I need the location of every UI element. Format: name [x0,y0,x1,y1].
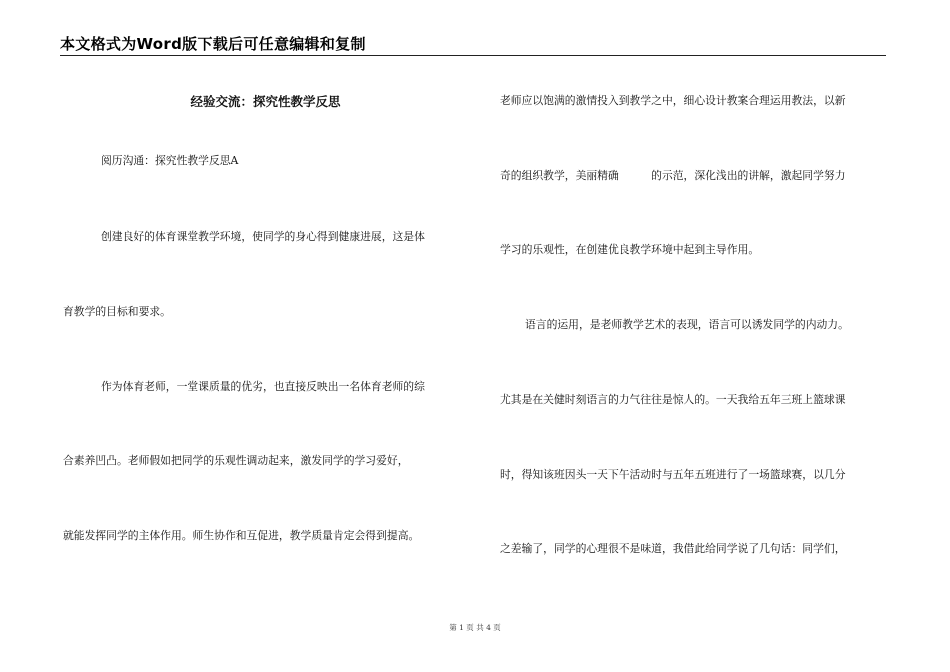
paragraph-line: 合素养凹凸。老师假如把同学的乐观性调动起来，激发同学的学习爱好， [63,454,409,467]
paragraph-line: 作为体育老师，一堂课质量的优劣，也直接反映出一名体育老师的综 [101,380,425,393]
paragraph-line: 学习的乐观性，在创建优良教学环境中起到主导作用。 [500,243,760,256]
paragraph-line: 创建良好的体育课堂教学环境，使同学的身心得到健康进展，这是体 [101,230,425,243]
left-column [63,70,468,610]
paragraph-line: 奇的组织教学，美丽精确 的示范，深化浅出的讲解，激起同学努力 [500,169,846,182]
subtitle-line: 阅历沟通：探究性教学反思A [101,154,239,167]
header-title: 本文格式为Word版下载后可任意编辑和复制 [60,35,366,53]
paragraph-line: 育教学的目标和要求。 [63,305,171,318]
paragraph-line: 语言的运用，是老师教学艺术的表现，语言可以诱发同学的内动力。 [525,318,849,331]
paragraph-line: 尤其是在关健时刻语言的力气往往是惊人的。一天我给五年三班上篮球课 [500,393,846,406]
paragraph-line: 就能发挥同学的主体作用。师生协作和互促进，教学质量肯定会得到提高。 [63,529,420,542]
header-divider [60,55,886,56]
paragraph-line: 之差输了，同学的心理很不是味道，我借此给同学说了几句话：同学们， [500,542,846,555]
paragraph-line: 老师应以饱满的激情投入到教学之中，细心设计教案合理运用教法，以新 [500,94,846,107]
right-column [500,70,886,610]
document-title: 经验交流：探究性教学反思 [190,94,341,109]
page-indicator: 第 1 页 共 4 页 [449,623,501,632]
paragraph-line: 时，得知该班因头一天下午活动时与五年五班进行了一场篮球赛，以几分 [500,468,846,481]
